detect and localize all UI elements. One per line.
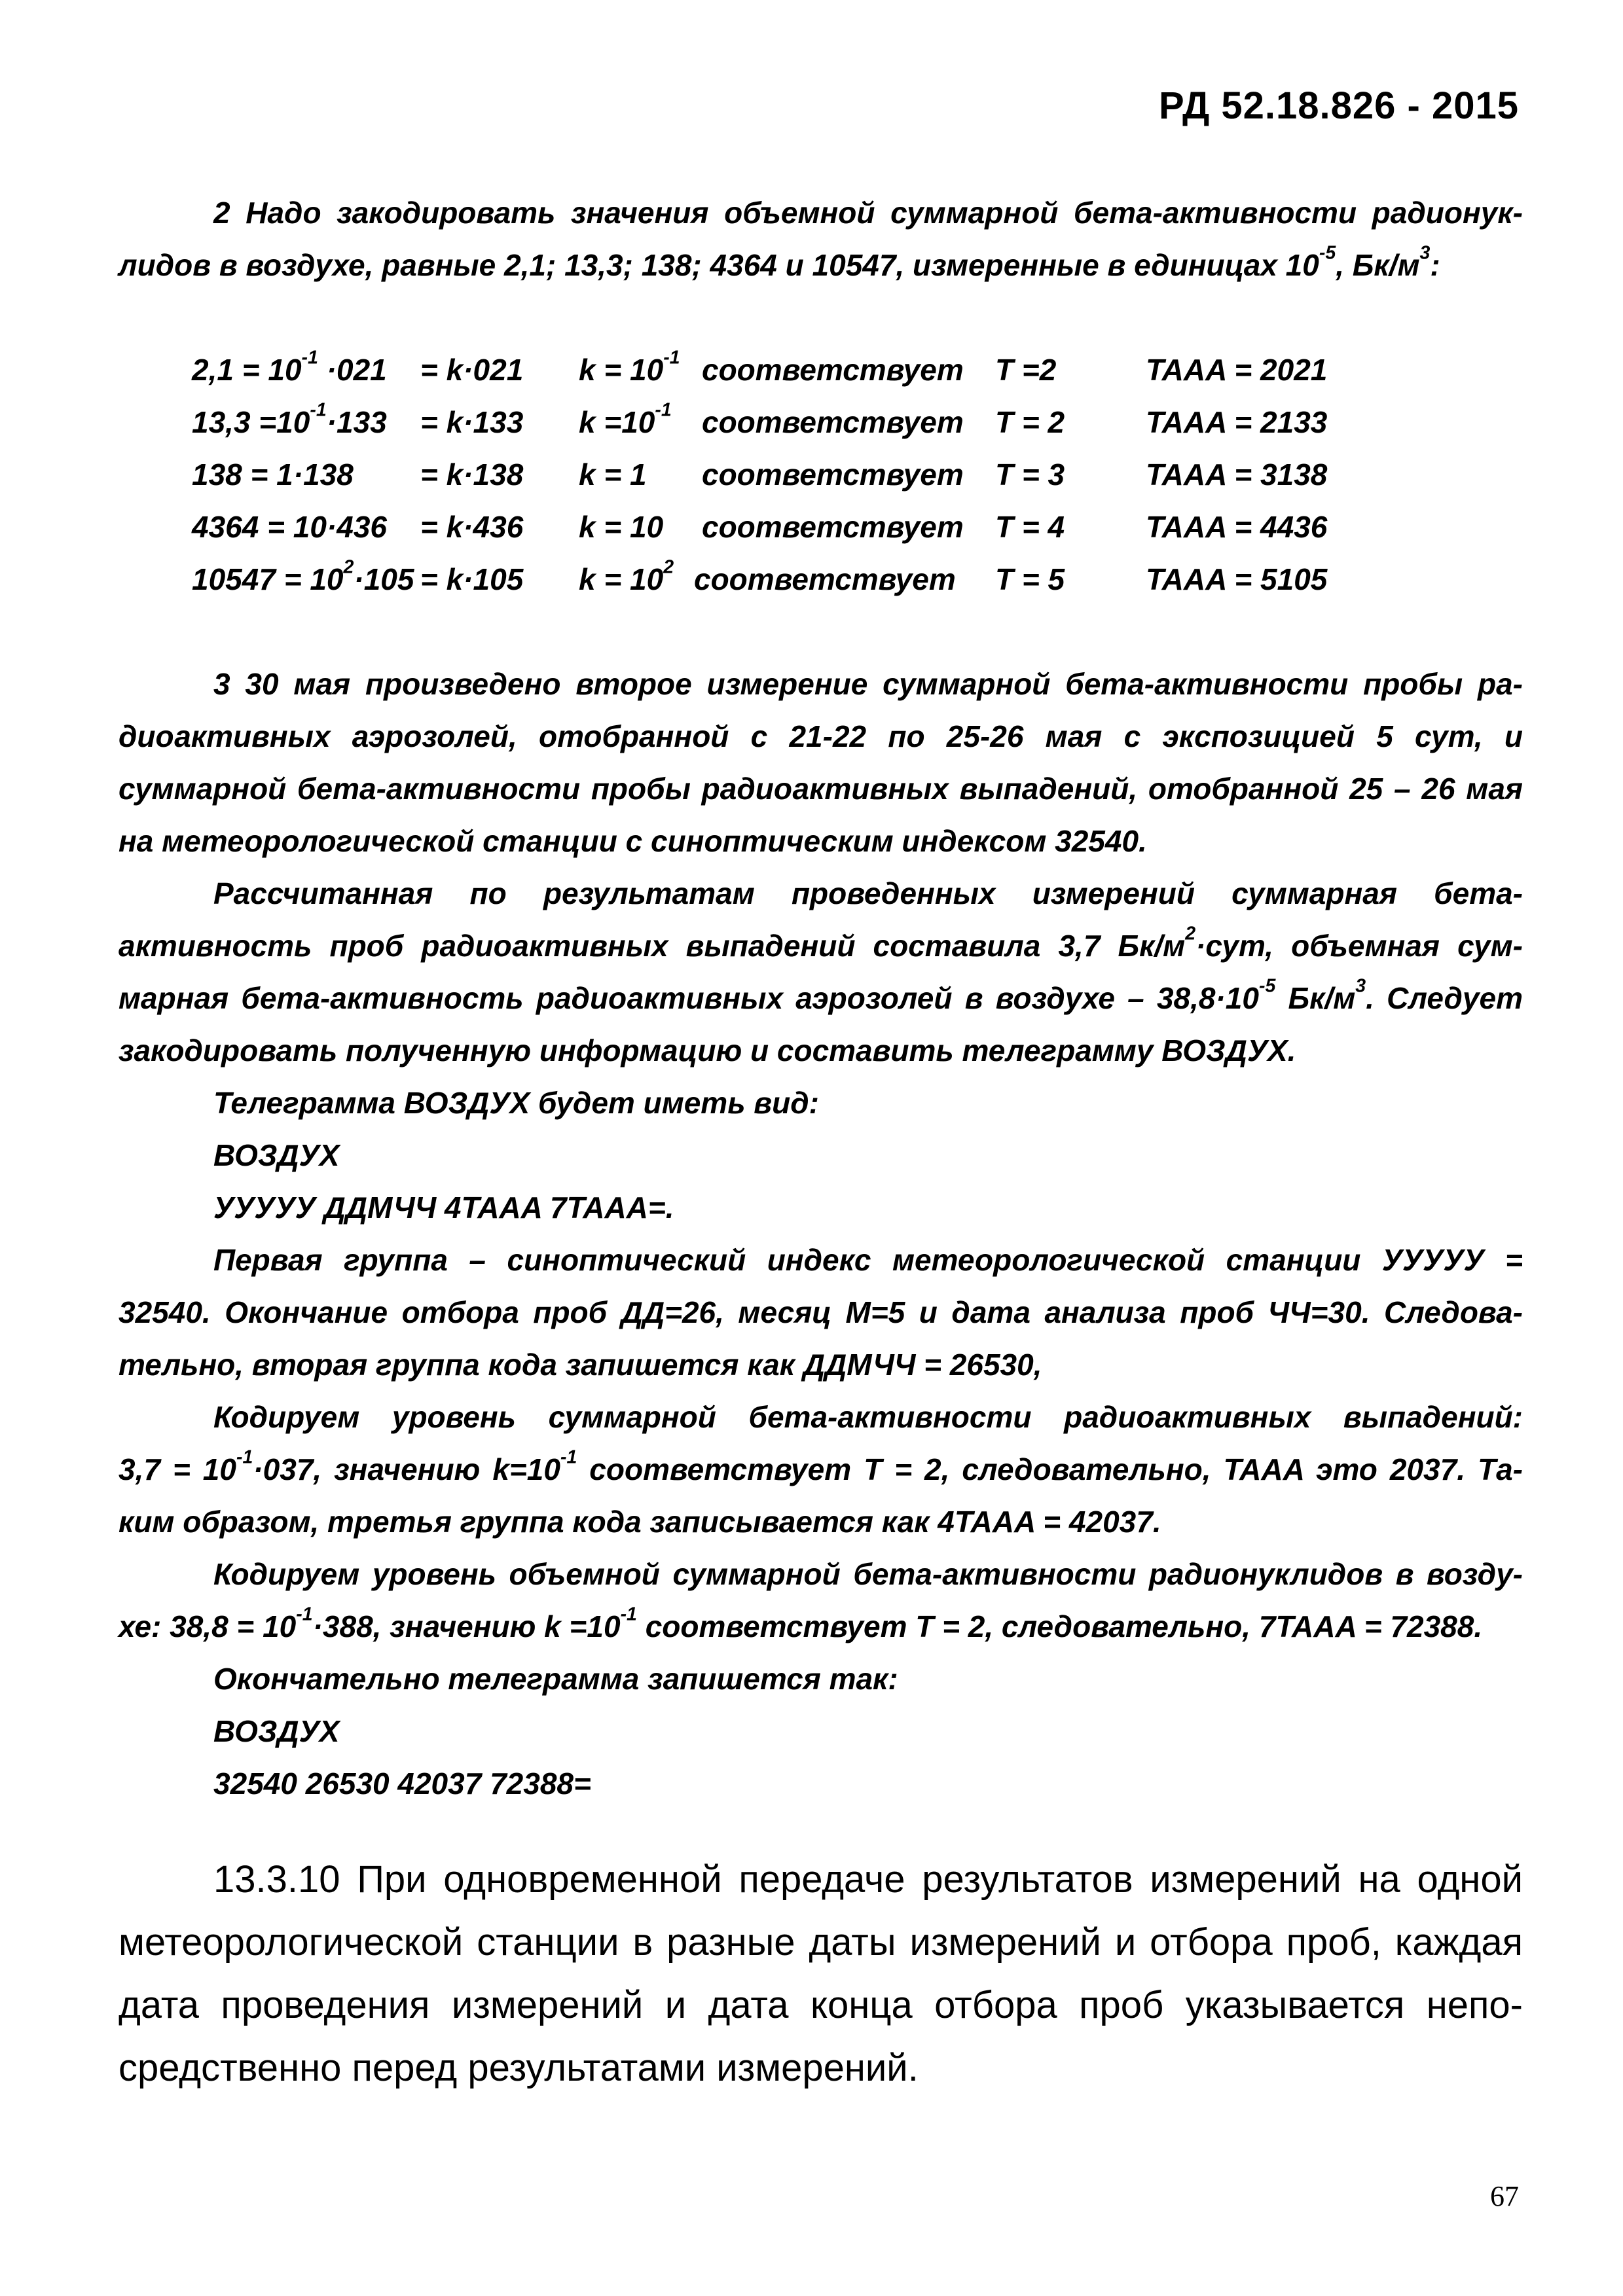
- table-cell-t: T = 5: [995, 562, 1065, 596]
- page-number: 67: [1490, 2180, 1519, 2212]
- table-cell-relation: соответствует: [702, 353, 964, 387]
- example-2-intro-line: лидов в воздухе, равные 2,1; 13,3; 138; 4364 и 10547, измеренные в единицах $10^{-5}$, $Бк/м^3$:: [119, 242, 1440, 282]
- table-cell-relation: соответствует: [702, 405, 964, 439]
- telegram-result: 32540 26530 42037 72388=: [213, 1767, 591, 1801]
- example-3-line: диоактивных аэрозолей, отобранной с 21-22 по 25-26 мая с экспозицией 5 сут, и: [119, 719, 1523, 753]
- table-cell-t: T = 4: [995, 510, 1065, 544]
- table-cell-k-value: k = 10: [579, 510, 664, 544]
- table-cell-taaa: TAAA = 5105: [1146, 562, 1328, 596]
- table-cell-expression: 138 = 1·138: [192, 457, 354, 492]
- example-3-line: на метеорологической станции с синоптическим индексом 32540.: [119, 824, 1147, 858]
- example-3-line: суммарной бета-активности пробы радиоактивных выпадений, отобранной 25 – 26 мая: [119, 772, 1523, 806]
- example-3-line: закодировать полученную информацию и составить телеграмму ВОЗДУХ.: [119, 1033, 1296, 1067]
- table-cell-relation: соответствует: [694, 562, 956, 596]
- example-3-line: ким образом, третья группа кода записывается как 4TAAA = 42037.: [119, 1505, 1161, 1539]
- example-3-line: Кодируем уровень суммарной бета-активности радиоактивных выпадений:: [213, 1400, 1523, 1434]
- table-cell-t: T = 2: [995, 405, 1065, 439]
- table-cell-expression: $10547 = 10^2\cdot 105$: [192, 556, 414, 596]
- example-3-line: Кодируем уровень объемной суммарной бета-активности радионуклидов в возду-: [213, 1557, 1523, 1591]
- example-2-intro-line: 2 Надо закодировать значения объемной суммарной бета-активности радионук-: [213, 196, 1523, 230]
- table-cell-relation: соответствует: [702, 457, 964, 492]
- table-cell-taaa: TAAA = 3138: [1146, 457, 1328, 492]
- document-code: РД 52.18.826 - 2015: [1158, 84, 1519, 127]
- table-cell-k-expression: = k·138: [420, 457, 524, 492]
- telegram-header: ВОЗДУХ: [213, 1138, 340, 1172]
- table-cell-taaa: TAAA = 4436: [1146, 510, 1328, 544]
- table-cell-k-value: k = 1: [579, 457, 647, 492]
- section-line: 13.3.10 При одновременной передаче результатов измерений на одной: [213, 1858, 1523, 1901]
- table-cell-t: T =2: [995, 353, 1057, 387]
- section-line: дата проведения измерений и дата конца отбора проб указывается непо-: [119, 1984, 1523, 2026]
- example-3-line: Первая группа – синоптический индекс метеорологической станции УУУУУ =: [213, 1243, 1523, 1277]
- example-3-line: Рассчитанная по результатам проведенных измерений суммарная бета-: [213, 876, 1523, 910]
- table-cell-expression: 4364 = 10·436: [192, 510, 387, 544]
- table-cell-expression: $13,3 =10^{-1}\cdot 133$: [192, 399, 387, 439]
- example-3-line: 3 30 мая произведено второе измерение суммарной бета-активности пробы ра-: [213, 667, 1523, 701]
- telegram-template: УУУУУ ДДМЧЧ 4TAAA 7TAAA=.: [213, 1191, 674, 1225]
- example-3-line: тельно, вторая группа кода запишется как ДДМЧЧ = 26530,: [119, 1348, 1042, 1382]
- example-3-line: активность проб радиоактивных выпадений составила 3,7 $Бк/м^2\cdot сут$, объемная сум-: [119, 923, 1523, 963]
- section-line: средственно перед результатами измерений.: [119, 2047, 919, 2089]
- example-3-line: 32540. Окончание отбора проб ДД=26, месяц М=5 и дата анализа проб ЧЧ=30. Следова-: [119, 1295, 1523, 1329]
- table-cell-relation: соответствует: [702, 510, 964, 544]
- example-3-line: хе: $38,8 = 10^{-1}\cdot 388$, значению $k =10^{-1}$ соответствует T = 2, следовательно, 7TAAA = 72388.: [119, 1604, 1483, 1643]
- section-line: метеорологической станции в разные даты измерений и отбора проб, каждая: [119, 1921, 1523, 1964]
- example-3-line: $3,7 = 10^{-1}\cdot 037$, значению $k=10^{-1}$ соответствует T = 2, следовательно, TAAA это 2037. Та-: [119, 1446, 1523, 1486]
- example-3-line: Окончательно телеграмма запишется так:: [213, 1662, 898, 1696]
- table-cell-k-expression: = k·021: [420, 353, 524, 387]
- telegram-header: ВОЗДУХ: [213, 1714, 340, 1748]
- table-cell-k-expression: = k·436: [420, 510, 524, 544]
- example-3-line: Телеграмма ВОЗДУХ будет иметь вид:: [213, 1086, 819, 1120]
- table-cell-taaa: TAAA = 2133: [1146, 405, 1328, 439]
- example-3-line: марная бета-активность радиоактивных аэрозолей в воздухе – $38,8\cdot 10^{-5}$ $Бк/м^3$. Следует: [119, 975, 1523, 1015]
- table-cell-k-expression: = k·133: [420, 405, 524, 439]
- table-cell-t: T = 3: [995, 457, 1065, 492]
- table-cell-k-expression: = k·105: [420, 562, 524, 596]
- table-cell-k-value: $k = 10^2$: [579, 556, 674, 596]
- table-cell-k-value: $k =10^{-1}$: [579, 399, 672, 439]
- table-cell-taaa: TAAA = 2021: [1146, 353, 1328, 387]
- table-cell-expression: $2,1 = 10^{-1} \cdot 021$: [192, 347, 387, 387]
- table-cell-k-value: $k = 10^{-1}$: [579, 347, 680, 387]
